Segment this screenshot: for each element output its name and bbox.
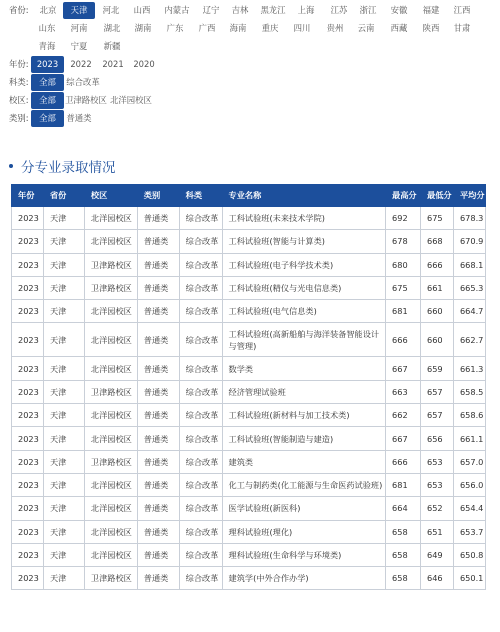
year-option[interactable]: 2022 [70, 58, 92, 69]
category-filter-label: 类别: [9, 113, 29, 123]
column-header: 专业名称 [222, 185, 386, 207]
table-cell: 664.7 [453, 300, 485, 323]
table-cell: 普通类 [137, 323, 179, 357]
province-option[interactable]: 吉林 [231, 4, 249, 15]
table-cell: 普通类 [137, 473, 179, 496]
table-cell: 656 [421, 427, 454, 450]
table-cell: 卫津路校区 [84, 567, 137, 590]
table-cell: 天津 [43, 323, 84, 357]
table-row [12, 497, 486, 520]
province-option[interactable]: 四川 [293, 22, 311, 33]
table-cell: 普通类 [137, 520, 179, 543]
table-cell: 657 [421, 404, 454, 427]
table-cell: 2023 [12, 207, 44, 230]
column-header: 最高分 [386, 185, 421, 207]
table-cell: 普通类 [137, 450, 179, 473]
column-header: 省份 [43, 185, 84, 207]
table-cell: 654.4 [453, 497, 485, 520]
table-cell: 661.3 [453, 357, 485, 380]
table-cell: 661.1 [453, 427, 485, 450]
province-option[interactable]: 黑龙江 [260, 4, 286, 15]
bullet-icon [9, 164, 13, 168]
table-row [12, 276, 486, 299]
table-row [12, 473, 486, 496]
table-cell: 综合改革 [179, 543, 222, 566]
table-cell: 综合改革 [179, 300, 222, 323]
table-row [12, 380, 486, 403]
province-option[interactable]: 江西 [453, 4, 471, 15]
table-cell: 天津 [43, 404, 84, 427]
table-row [12, 543, 486, 566]
table-cell: 工科试验班(电子科学技术类) [222, 253, 386, 276]
table-cell: 综合改革 [179, 567, 222, 590]
table-row [12, 520, 486, 543]
table-cell: 综合改革 [179, 230, 222, 253]
year-option[interactable]: 2021 [102, 58, 124, 69]
province-option[interactable]: 安徽 [390, 4, 408, 15]
province-option[interactable]: 新疆 [103, 40, 121, 51]
table-cell: 工科试验班(未来技术学院) [222, 207, 386, 230]
column-header: 校区 [84, 185, 137, 207]
table-cell: 普通类 [137, 253, 179, 276]
table-cell: 工科试验班(智能制造与建造) [222, 427, 386, 450]
table-cell: 646 [421, 567, 454, 590]
table-row [12, 450, 486, 473]
table-cell: 普通类 [137, 567, 179, 590]
year-option[interactable]: 2020 [133, 58, 155, 69]
table-cell: 2023 [12, 427, 44, 450]
table-cell: 工科试验班(精仪与光电信息类) [222, 276, 386, 299]
province-option[interactable]: 江苏 [330, 4, 348, 15]
province-option[interactable]: 内蒙古 [164, 4, 190, 15]
table-body [12, 207, 486, 590]
table-cell: 工科试验班(高新船舶与海洋装备智能设计与管理) [222, 323, 386, 357]
table-cell: 2023 [12, 380, 44, 403]
table-cell: 理科试验班(理化) [222, 520, 386, 543]
table-cell: 662.7 [453, 323, 485, 357]
table-cell: 北洋园校区 [84, 300, 137, 323]
table-cell: 综合改革 [179, 404, 222, 427]
year-filter-label: 年份: [9, 59, 29, 69]
table-cell: 医学试验班(新医科) [222, 497, 386, 520]
table-cell: 天津 [43, 253, 84, 276]
table-cell: 2023 [12, 404, 44, 427]
table-cell: 综合改革 [179, 253, 222, 276]
table-cell: 692 [386, 207, 421, 230]
table-cell: 卫津路校区 [84, 380, 137, 403]
campus-filter-label: 校区: [9, 95, 29, 105]
province-option[interactable]: 北京 [39, 4, 57, 15]
table-cell: 650.1 [453, 567, 485, 590]
table-row [12, 323, 486, 357]
table-row [12, 230, 486, 253]
table-cell: 工科试验班(电气信息类) [222, 300, 386, 323]
table-cell: 659 [421, 357, 454, 380]
province-option[interactable]: 湖南 [134, 22, 152, 33]
table-cell: 北洋园校区 [84, 497, 137, 520]
table-cell: 数学类 [222, 357, 386, 380]
table-cell: 668.1 [453, 253, 485, 276]
table-row [12, 567, 486, 590]
table-row [12, 300, 486, 323]
province-option[interactable]: 辽宁 [202, 4, 220, 15]
province-option[interactable]: 河北 [102, 4, 120, 15]
table-cell: 理科试验班(生命科学与环境类) [222, 543, 386, 566]
table-cell: 666 [421, 253, 454, 276]
table-cell: 卫津路校区 [84, 276, 137, 299]
table-cell: 卫津路校区 [84, 450, 137, 473]
province-option[interactable]: 海南 [229, 22, 247, 33]
table-cell: 664 [386, 497, 421, 520]
table-cell: 普通类 [137, 230, 179, 253]
table-cell: 综合改革 [179, 380, 222, 403]
table-cell: 2023 [12, 357, 44, 380]
campus-option[interactable]: 卫津路校区 [65, 94, 107, 105]
table-cell: 天津 [43, 520, 84, 543]
table-header-row [12, 185, 486, 207]
table-cell: 2023 [12, 323, 44, 357]
table-cell: 651 [421, 520, 454, 543]
table-cell: 综合改革 [179, 357, 222, 380]
table-cell: 天津 [43, 567, 84, 590]
table-cell: 天津 [43, 543, 84, 566]
table-cell: 649 [421, 543, 454, 566]
table-cell: 天津 [43, 230, 84, 253]
table-cell: 658 [386, 543, 421, 566]
table-row [12, 253, 486, 276]
province-option[interactable]: 重庆 [261, 22, 279, 33]
table-cell: 678.3 [453, 207, 485, 230]
table-cell: 666 [386, 450, 421, 473]
table-row [12, 207, 486, 230]
section-title: 分专业录取情况 [21, 160, 116, 176]
province-option[interactable]: 云南 [357, 22, 375, 33]
table-cell: 天津 [43, 380, 84, 403]
table-cell: 2023 [12, 567, 44, 590]
table-row [12, 404, 486, 427]
subject-option[interactable]: 综合改革 [66, 76, 100, 87]
table-cell: 660 [421, 323, 454, 357]
subject-filter-label: 科类: [9, 77, 29, 87]
table-cell: 656.0 [453, 473, 485, 496]
table-cell: 普通类 [137, 300, 179, 323]
table-cell: 工科试验班(智能与计算类) [222, 230, 386, 253]
table-cell: 综合改革 [179, 323, 222, 357]
province-option[interactable]: 西藏 [390, 22, 408, 33]
table-cell: 661 [421, 276, 454, 299]
table-cell: 660 [421, 300, 454, 323]
table-cell: 经济管理试验班 [222, 380, 386, 403]
table-cell: 普通类 [137, 207, 179, 230]
province-option[interactable]: 贵州 [326, 22, 344, 33]
table-cell: 668 [421, 230, 454, 253]
table-cell: 普通类 [137, 543, 179, 566]
table-cell: 658 [386, 520, 421, 543]
table-cell: 667 [386, 357, 421, 380]
table-cell: 681 [386, 473, 421, 496]
table-cell: 天津 [43, 357, 84, 380]
table-cell: 北洋园校区 [84, 357, 137, 380]
table-cell: 2023 [12, 543, 44, 566]
table-cell: 653.7 [453, 520, 485, 543]
table-cell: 北洋园校区 [84, 404, 137, 427]
subject-option-selected[interactable]: 全部 [31, 74, 64, 91]
admission-table [11, 184, 486, 590]
table-cell: 综合改革 [179, 427, 222, 450]
table-cell: 北洋园校区 [84, 323, 137, 357]
province-option[interactable]: 甘肃 [453, 22, 471, 33]
province-option[interactable]: 陕西 [422, 22, 440, 33]
province-option[interactable]: 河南 [70, 22, 88, 33]
province-option[interactable]: 山西 [133, 4, 151, 15]
table-cell: 663 [386, 380, 421, 403]
table-cell: 普通类 [137, 357, 179, 380]
table-row [12, 427, 486, 450]
table-cell: 天津 [43, 497, 84, 520]
province-option-selected[interactable]: 天津 [63, 2, 95, 19]
table-cell: 675 [421, 207, 454, 230]
table-cell: 652 [421, 497, 454, 520]
province-option[interactable]: 青海 [38, 40, 56, 51]
table-cell: 北洋园校区 [84, 427, 137, 450]
table-cell: 普通类 [137, 380, 179, 403]
table-cell: 天津 [43, 276, 84, 299]
table-cell: 678 [386, 230, 421, 253]
table-cell: 卫津路校区 [84, 253, 137, 276]
table-cell: 667 [386, 427, 421, 450]
column-header: 平均分 [453, 185, 485, 207]
table-cell: 建筑学(中外合作办学) [222, 567, 386, 590]
year-option-selected[interactable]: 2023 [31, 56, 64, 73]
table-cell: 北洋园校区 [84, 520, 137, 543]
table-cell: 670.9 [453, 230, 485, 253]
province-option[interactable]: 山东 [38, 22, 56, 33]
table-cell: 天津 [43, 450, 84, 473]
table-cell: 综合改革 [179, 276, 222, 299]
table-cell: 681 [386, 300, 421, 323]
province-option[interactable]: 上海 [297, 4, 315, 15]
table-cell: 657.0 [453, 450, 485, 473]
province-option[interactable]: 宁夏 [70, 40, 88, 51]
table-cell: 653 [421, 450, 454, 473]
table-cell: 2023 [12, 497, 44, 520]
column-header: 年份 [12, 185, 44, 207]
table-cell: 2023 [12, 276, 44, 299]
table-cell: 普通类 [137, 497, 179, 520]
table-cell: 658.6 [453, 404, 485, 427]
table-cell: 北洋园校区 [84, 473, 137, 496]
category-option-selected[interactable]: 全部 [31, 110, 64, 127]
table-cell: 2023 [12, 230, 44, 253]
table-cell: 天津 [43, 207, 84, 230]
campus-option[interactable]: 北洋园校区 [110, 94, 152, 105]
table-cell: 650.8 [453, 543, 485, 566]
table-cell: 普通类 [137, 276, 179, 299]
section-header [9, 154, 116, 178]
table-cell: 天津 [43, 300, 84, 323]
table-cell: 665.3 [453, 276, 485, 299]
table-cell: 综合改革 [179, 520, 222, 543]
province-option[interactable]: 浙江 [359, 4, 377, 15]
column-header: 类别 [137, 185, 179, 207]
table-cell: 658 [386, 567, 421, 590]
table-cell: 2023 [12, 300, 44, 323]
table-cell: 2023 [12, 253, 44, 276]
table-cell: 662 [386, 404, 421, 427]
table-cell: 普通类 [137, 404, 179, 427]
table-cell: 综合改革 [179, 207, 222, 230]
province-filter-label: 省份: [9, 5, 29, 15]
table-cell: 2023 [12, 520, 44, 543]
table-cell: 680 [386, 253, 421, 276]
table-cell: 工科试验班(新材料与加工技术类) [222, 404, 386, 427]
table-cell: 综合改革 [179, 450, 222, 473]
province-option[interactable]: 福建 [422, 4, 440, 15]
table-cell: 675 [386, 276, 421, 299]
table-cell: 天津 [43, 427, 84, 450]
table-cell: 658.5 [453, 380, 485, 403]
table-cell: 657 [421, 380, 454, 403]
province-option[interactable]: 广东 [166, 22, 184, 33]
table-cell: 666 [386, 323, 421, 357]
column-header: 最低分 [421, 185, 454, 207]
table-cell: 天津 [43, 473, 84, 496]
table-cell: 化工与制药类(化工能源与生命医药试验班) [222, 473, 386, 496]
table-cell: 综合改革 [179, 473, 222, 496]
table-row [12, 357, 486, 380]
table-cell: 2023 [12, 473, 44, 496]
table-cell: 北洋园校区 [84, 230, 137, 253]
column-header: 科类 [179, 185, 222, 207]
category-option[interactable]: 普通类 [66, 112, 92, 123]
table-cell: 综合改革 [179, 497, 222, 520]
province-option[interactable]: 广西 [198, 22, 216, 33]
province-option[interactable]: 湖北 [103, 22, 121, 33]
table-cell: 普通类 [137, 427, 179, 450]
table-cell: 2023 [12, 450, 44, 473]
campus-option-selected[interactable]: 全部 [31, 92, 64, 109]
table-cell: 653 [421, 473, 454, 496]
table-cell: 北洋园校区 [84, 207, 137, 230]
table-cell: 北洋园校区 [84, 543, 137, 566]
table-cell: 建筑类 [222, 450, 386, 473]
